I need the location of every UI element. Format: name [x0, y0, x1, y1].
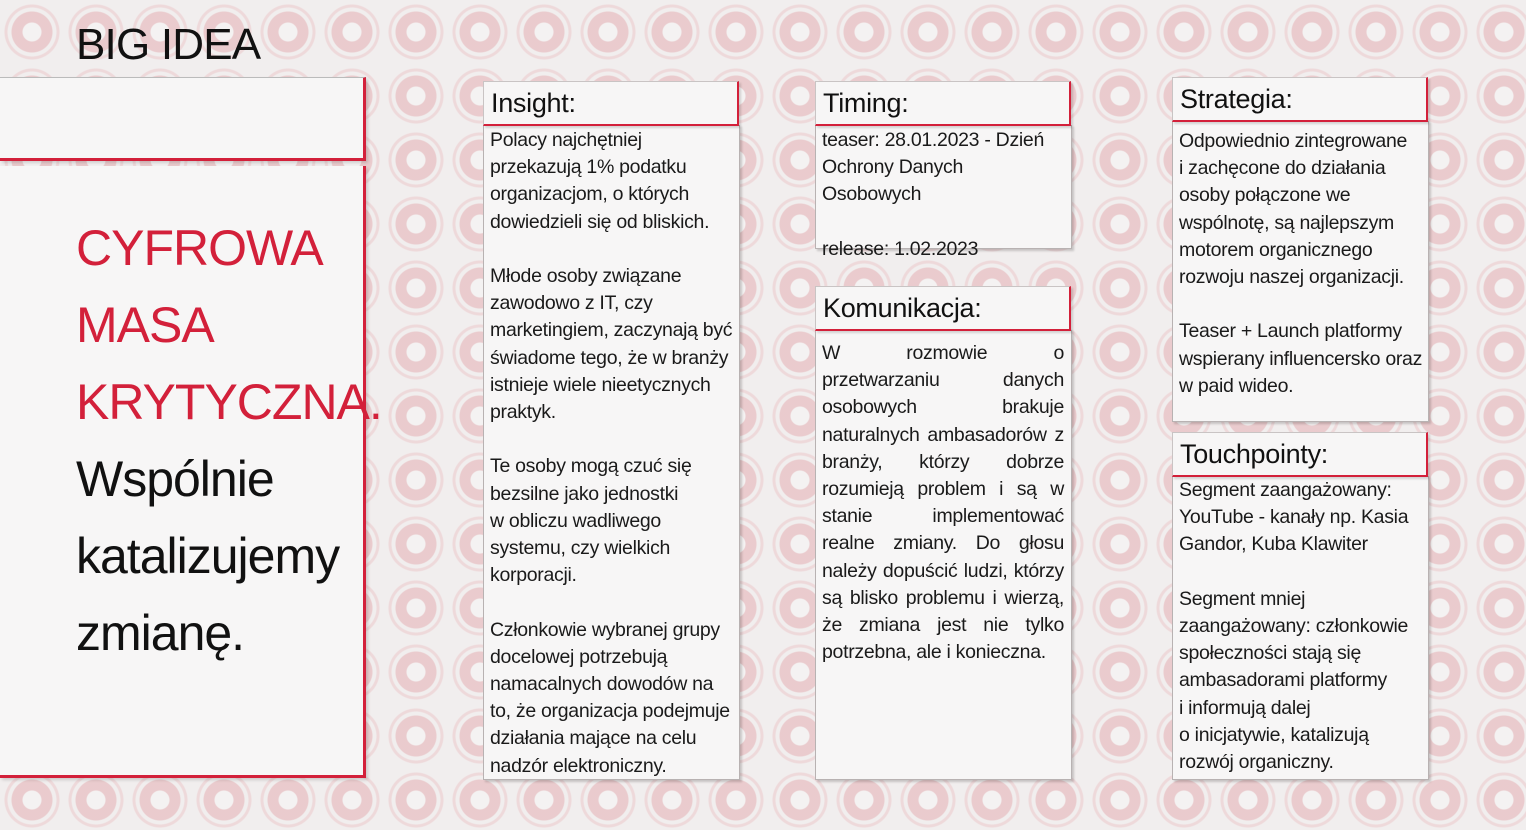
insight-header: Insight:: [483, 81, 739, 126]
komunikacja-text: W rozmowie o przetwarzaniu danych osobowych brakuje naturalnych ambasadorów z branży, którzy dobrze rozumieją problem i są w stanie implementować realne zmiany. Do głosu należy dopuścić ludzi, którzy są blisko problemu i wierzą, że zmiana jest nie tylko potrzebna, ale i konieczna.: [822, 342, 1064, 664]
strategia-text: Odpowiednio zintegrowane i zachęcone do działania osoby połączone we wspólnotę, są najlepszym motorem organicznego rozwoju naszej organizacji. Teaser + Launch platformy wspierany influencersko oraz w paid wideo.: [1179, 130, 1423, 397]
timing-header: Timing:: [815, 81, 1071, 126]
komunikacja-header: Komunikacja:: [815, 286, 1071, 331]
big-idea-title: BIG IDEA: [76, 20, 261, 69]
timing-text: teaser: 28.01.2023 - Dzień Ochrony Danych Osobowych release: 1.02.2023: [822, 129, 1045, 260]
big-idea-header: [0, 77, 366, 161]
big-idea-highlight: CYFROWA MASA KRYTYCZNA.: [76, 220, 382, 430]
touchpointy-header: Touchpointy:: [1172, 432, 1428, 477]
strategia-header: Strategia:: [1172, 77, 1428, 122]
big-idea-statement: Wspólnie katalizujemy zmianę.: [76, 451, 340, 661]
insight-text: Polacy najchętniej przekazują 1% podatku organizacjom, o których dowiedzieli się od bliskich. Młode osoby związane zawodowo z IT, czy marketingiem, zaczynają być świadome tego, że w branży istnieje wiele nieetycznych praktyk. Te osoby mogą czuć się bezsilne jako jednostki w obliczu wadliwego systemu, czy wielkich korporacji. Członkowie wybranej grupy docelowej potrzebują namacalnych dowodów na to, że organizacja podejmuje działania mające na celu nadzór elektroniczny.: [490, 129, 733, 777]
touchpointy-text: Segment zaangażowany: YouTube - kanały np. Kasia Gandor, Kuba Klawiter Segment mniej zaangażowany: członkowie społeczności stają się ambasadorami platformy i informują dalej o inicjatywie, katalizują rozwój organiczny.: [1179, 479, 1409, 774]
